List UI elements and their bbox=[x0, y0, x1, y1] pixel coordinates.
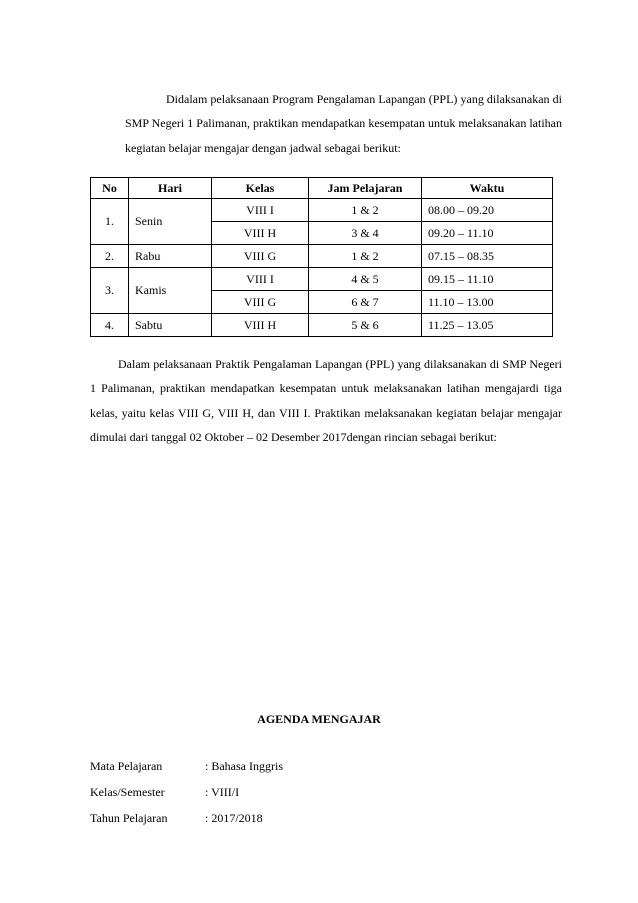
agenda-title: AGENDA MENGAJAR bbox=[257, 712, 381, 726]
table-row bbox=[91, 245, 553, 268]
cell-waktu: 11.10 – 13.00 bbox=[422, 291, 553, 314]
header-hari: Hari bbox=[129, 178, 212, 199]
body-paragraph bbox=[90, 352, 562, 450]
cell-jam: 1 & 2 bbox=[309, 245, 422, 268]
cell-no: 3. bbox=[91, 268, 129, 314]
cell-hari: Sabtu bbox=[129, 314, 212, 337]
info-value: : Bahasa Inggris bbox=[205, 759, 283, 773]
cell-kelas: VIII G bbox=[212, 291, 309, 314]
info-row-year bbox=[90, 811, 263, 826]
body-text: Dalam pelaksanaan Praktik Pengalaman Lapangan (PPL) yang dilaksanakan di SMP Negeri 1 Palimanan, praktikan mendapatkan kesempatan untuk melaksanakan latihan mengajardi tiga kelas, yaitu kelas VIII G, VIII H, dan VIII I. Praktikan melaksanakan kegiatan belajar mengajar dimulai dari tanggal 02 Oktober – 02 Desember 2017dengan rincian sebagai berikut: bbox=[90, 357, 562, 445]
cell-kelas: VIII H bbox=[212, 314, 309, 337]
cell-jam: 5 & 6 bbox=[309, 314, 422, 337]
header-jam: Jam Pelajaran bbox=[309, 178, 422, 199]
cell-jam: 3 & 4 bbox=[309, 222, 422, 245]
info-label: Tahun Pelajaran bbox=[90, 811, 168, 825]
cell-kelas: VIII G bbox=[212, 245, 309, 268]
info-value: : 2017/2018 bbox=[205, 811, 263, 825]
cell-kelas: VIII H bbox=[212, 222, 309, 245]
cell-hari: Senin bbox=[129, 199, 212, 245]
cell-jam: 1 & 2 bbox=[309, 199, 422, 222]
cell-kelas: VIII I bbox=[212, 268, 309, 291]
table-row bbox=[91, 199, 553, 222]
cell-waktu: 09.15 – 11.10 bbox=[422, 268, 553, 291]
cell-waktu: 07.15 – 08.35 bbox=[422, 245, 553, 268]
cell-jam: 6 & 7 bbox=[309, 291, 422, 314]
cell-kelas: VIII I bbox=[212, 199, 309, 222]
cell-waktu: 09.20 – 11.10 bbox=[422, 222, 553, 245]
cell-waktu: 08.00 – 09.20 bbox=[422, 199, 553, 222]
table-header-row bbox=[91, 178, 553, 199]
table-row bbox=[91, 268, 553, 291]
intro-paragraph bbox=[125, 87, 562, 160]
cell-jam: 4 & 5 bbox=[309, 268, 422, 291]
info-row-class bbox=[90, 785, 239, 800]
schedule-table bbox=[90, 177, 553, 337]
cell-no: 1. bbox=[91, 199, 129, 245]
cell-no: 2. bbox=[91, 245, 129, 268]
header-kelas: Kelas bbox=[212, 178, 309, 199]
cell-no: 4. bbox=[91, 314, 129, 337]
table-row bbox=[91, 314, 553, 337]
info-row-subject bbox=[90, 759, 283, 774]
info-label: Mata Pelajaran bbox=[90, 759, 163, 773]
header-no: No bbox=[91, 178, 129, 199]
cell-hari: Kamis bbox=[129, 268, 212, 314]
cell-waktu: 11.25 – 13.05 bbox=[422, 314, 553, 337]
cell-hari: Rabu bbox=[129, 245, 212, 268]
info-label: Kelas/Semester bbox=[90, 785, 165, 799]
header-waktu: Waktu bbox=[422, 178, 553, 199]
intro-text: Didalam pelaksanaan Program Pengalaman Lapangan (PPL) yang dilaksanakan di SMP Negeri 1 Palimanan, praktikan mendapatkan kesempatan untuk melaksanakan latihan kegiatan belajar mengajar dengan jadwal sebagai berikut: bbox=[125, 92, 562, 155]
info-value: : VIII/I bbox=[205, 785, 240, 799]
